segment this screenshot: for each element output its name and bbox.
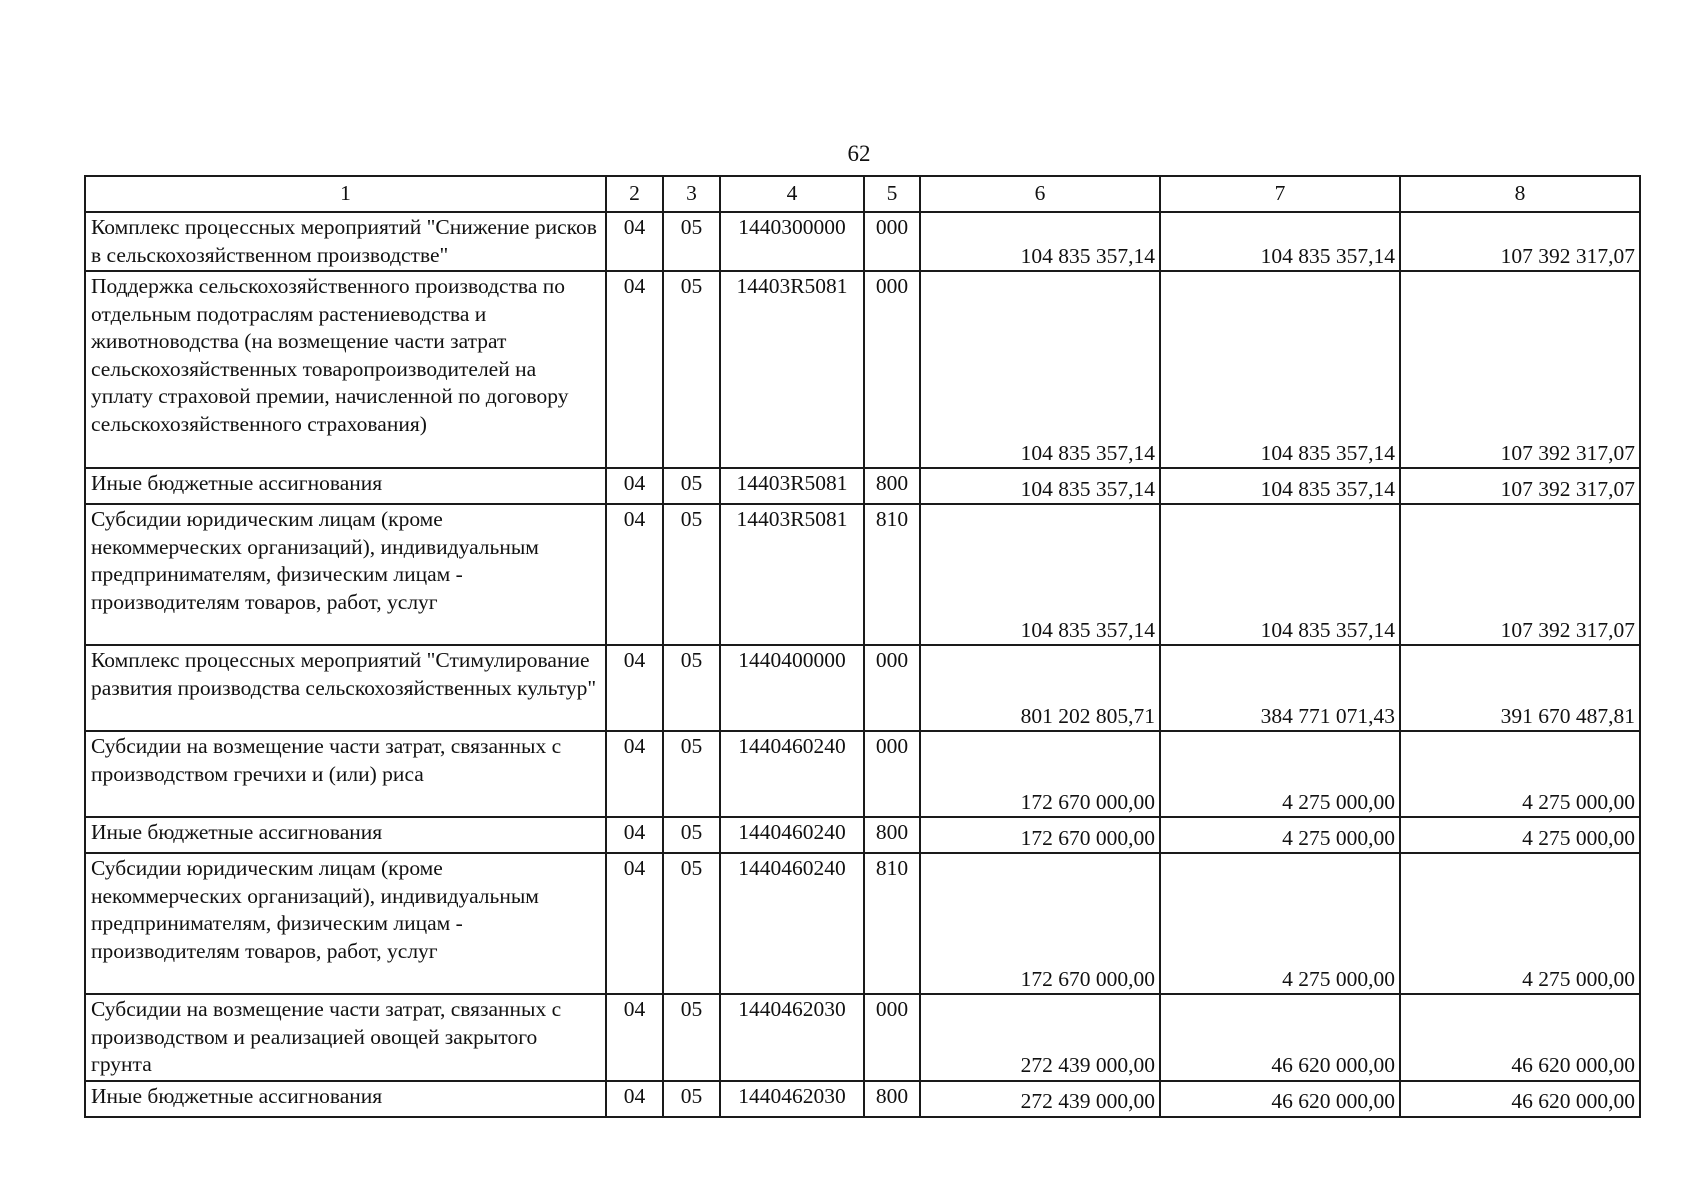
amount-col6: 172 670 000,00 [920, 853, 1160, 994]
table-row [85, 212, 1640, 271]
budget-table [84, 175, 1641, 1118]
amount-col8: 4 275 000,00 [1400, 817, 1640, 853]
amount-col7: 4 275 000,00 [1160, 817, 1400, 853]
amount-col8: 391 670 487,81 [1400, 645, 1640, 731]
amount-col7: 46 620 000,00 [1160, 994, 1400, 1081]
table-row [85, 731, 1640, 817]
section-code: 04 [606, 645, 663, 731]
amount-col7: 104 835 357,14 [1160, 468, 1400, 504]
amount-col8: 46 620 000,00 [1400, 994, 1640, 1081]
expense-type-code: 000 [864, 212, 920, 271]
target-article-code: 1440462030 [720, 994, 864, 1081]
amount-col8: 107 392 317,07 [1400, 504, 1640, 645]
amount-col7: 104 835 357,14 [1160, 271, 1400, 468]
target-article-code: 14403R5081 [720, 468, 864, 504]
amount-col8: 46 620 000,00 [1400, 1081, 1640, 1117]
item-name: Иные бюджетные ассигнования [85, 817, 606, 853]
column-header: 4 [720, 176, 864, 212]
expense-type-code: 000 [864, 271, 920, 468]
target-article-code: 14403R5081 [720, 271, 864, 468]
item-name: Поддержка сельскохозяйственного производства по отдельным подотраслям растениеводства и животноводства (на возмещение части затрат сельскохозяйственных товаропроизводителей на уплату страховой премии, начисленной по договору сельскохозяйственного страхования) [85, 271, 606, 468]
amount-col6: 272 439 000,00 [920, 994, 1160, 1081]
table-row [85, 271, 1640, 468]
amount-col6: 104 835 357,14 [920, 504, 1160, 645]
subsection-code: 05 [663, 212, 720, 271]
subsection-code: 05 [663, 504, 720, 645]
amount-col7: 104 835 357,14 [1160, 212, 1400, 271]
amount-col6: 172 670 000,00 [920, 817, 1160, 853]
amount-col7: 104 835 357,14 [1160, 504, 1400, 645]
amount-col7: 384 771 071,43 [1160, 645, 1400, 731]
table-row [85, 645, 1640, 731]
expense-type-code: 800 [864, 1081, 920, 1117]
item-name: Иные бюджетные ассигнования [85, 468, 606, 504]
item-name: Субсидии юридическим лицам (кроме некоммерческих организаций), индивидуальным предпринимателям, физическим лицам - производителям товаров, работ, услуг [85, 504, 606, 645]
subsection-code: 05 [663, 1081, 720, 1117]
item-name: Комплекс процессных мероприятий "Снижение рисков в сельскохозяйственном производстве" [85, 212, 606, 271]
expense-type-code: 800 [864, 468, 920, 504]
subsection-code: 05 [663, 645, 720, 731]
amount-col6: 272 439 000,00 [920, 1081, 1160, 1117]
expense-type-code: 800 [864, 817, 920, 853]
amount-col6: 104 835 357,14 [920, 212, 1160, 271]
amount-col7: 4 275 000,00 [1160, 853, 1400, 994]
subsection-code: 05 [663, 817, 720, 853]
section-code: 04 [606, 994, 663, 1081]
table-row [85, 994, 1640, 1081]
table-row [85, 817, 1640, 853]
column-header: 8 [1400, 176, 1640, 212]
item-name: Иные бюджетные ассигнования [85, 1081, 606, 1117]
target-article-code: 1440400000 [720, 645, 864, 731]
column-header: 3 [663, 176, 720, 212]
expense-type-code: 810 [864, 853, 920, 994]
column-header: 2 [606, 176, 663, 212]
page-number: 62 [847, 141, 871, 166]
amount-col6: 801 202 805,71 [920, 645, 1160, 731]
amount-col7: 4 275 000,00 [1160, 731, 1400, 817]
section-code: 04 [606, 731, 663, 817]
subsection-code: 05 [663, 731, 720, 817]
subsection-code: 05 [663, 468, 720, 504]
amount-col8: 107 392 317,07 [1400, 271, 1640, 468]
amount-col7: 46 620 000,00 [1160, 1081, 1400, 1117]
expense-type-code: 810 [864, 504, 920, 645]
column-number-row [85, 176, 1640, 212]
column-header: 1 [85, 176, 606, 212]
target-article-code: 14403R5081 [720, 504, 864, 645]
expense-type-code: 000 [864, 731, 920, 817]
amount-col8: 4 275 000,00 [1400, 853, 1640, 994]
column-header: 6 [920, 176, 1160, 212]
item-name: Субсидии на возмещение части затрат, связанных с производством и реализацией овощей закрытого грунта [85, 994, 606, 1081]
target-article-code: 1440460240 [720, 731, 864, 817]
amount-col6: 104 835 357,14 [920, 468, 1160, 504]
target-article-code: 1440460240 [720, 853, 864, 994]
section-code: 04 [606, 817, 663, 853]
subsection-code: 05 [663, 994, 720, 1081]
expense-type-code: 000 [864, 645, 920, 731]
expense-type-code: 000 [864, 994, 920, 1081]
section-code: 04 [606, 212, 663, 271]
subsection-code: 05 [663, 271, 720, 468]
section-code: 04 [606, 504, 663, 645]
subsection-code: 05 [663, 853, 720, 994]
amount-col6: 104 835 357,14 [920, 271, 1160, 468]
column-header: 7 [1160, 176, 1400, 212]
table-row [85, 468, 1640, 504]
amount-col8: 107 392 317,07 [1400, 468, 1640, 504]
section-code: 04 [606, 468, 663, 504]
table-row [85, 504, 1640, 645]
amount-col8: 4 275 000,00 [1400, 731, 1640, 817]
section-code: 04 [606, 853, 663, 994]
section-code: 04 [606, 1081, 663, 1117]
table-row [85, 1081, 1640, 1117]
target-article-code: 1440300000 [720, 212, 864, 271]
table-row [85, 853, 1640, 994]
table-body [85, 176, 1640, 1117]
column-header: 5 [864, 176, 920, 212]
amount-col6: 172 670 000,00 [920, 731, 1160, 817]
item-name: Комплекс процессных мероприятий "Стимулирование развития производства сельскохозяйственных культур" [85, 645, 606, 731]
amount-col8: 107 392 317,07 [1400, 212, 1640, 271]
item-name: Субсидии юридическим лицам (кроме некоммерческих организаций), индивидуальным предпринимателям, физическим лицам - производителям товаров, работ, услуг [85, 853, 606, 994]
target-article-code: 1440460240 [720, 817, 864, 853]
section-code: 04 [606, 271, 663, 468]
item-name: Субсидии на возмещение части затрат, связанных с производством гречихи и (или) риса [85, 731, 606, 817]
target-article-code: 1440462030 [720, 1081, 864, 1117]
